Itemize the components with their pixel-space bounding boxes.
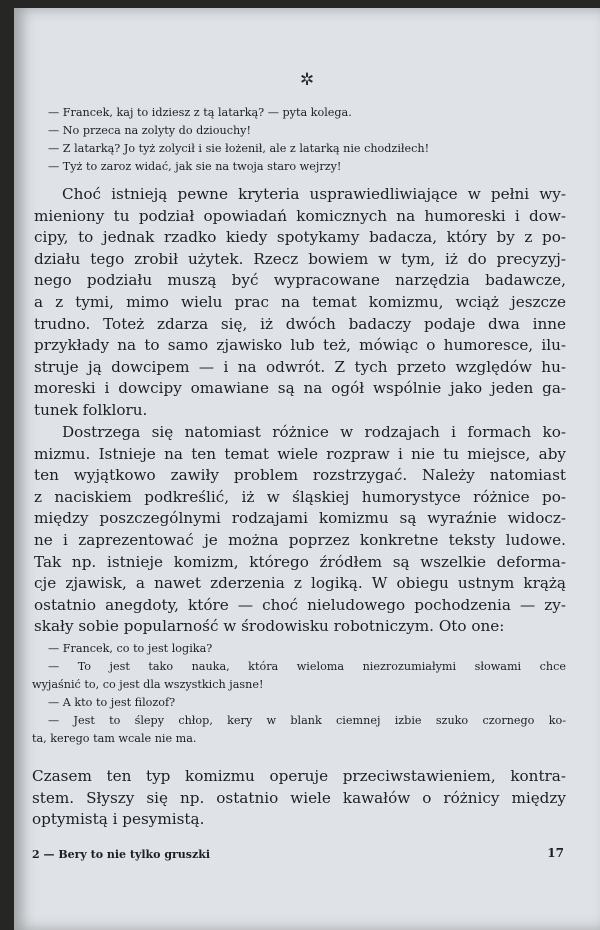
text-line: przykłady na to samo zjawisko lub też, mówiąc o humoresce, ilu- xyxy=(34,336,566,355)
dialogue-line: — Tyż to zaroz widać, jak sie na twoja staro wejrzy! xyxy=(48,160,342,173)
text-line: mizmu. Istnieje na ten temat wiele rozpraw i nie tu miejsce, aby xyxy=(34,444,566,463)
text-line: optymistą i pesymistą. xyxy=(32,810,205,829)
page-number: 17 xyxy=(547,846,564,860)
text-line: Dostrzega się natomiast różnice w rodzajach i formach ko- xyxy=(62,423,566,441)
dialogue-line: — Francek, co to jest logika? xyxy=(48,642,213,655)
text-line: tunek folkloru. xyxy=(34,401,148,419)
text-line: stem. Słyszy się np. ostatnio wiele kawałów o różnicy między xyxy=(32,788,566,807)
text-line: cipy, to jednak rzadko kiedy spotykamy badacza, który by z po- xyxy=(34,228,566,247)
book-page xyxy=(14,8,600,930)
dialogue-line: ta, kerego tam wcale nie ma. xyxy=(32,732,197,745)
dialogue-line: — Z latarką? Jo tyż zolycił i sie łożenił, ale z latarką nie chodziłech! xyxy=(48,142,430,155)
page-footer xyxy=(32,848,564,861)
dialogue-line: wyjaśnić to, co jest dla wszystkich jasne! xyxy=(32,678,264,691)
text-line: nego podziału muszą być wypracowane narzędzia badawcze, xyxy=(34,271,566,290)
text-line: a z tymi, mimo wielu prac na temat komizmu, wciąż jeszcze xyxy=(34,293,566,311)
text-line: działu tego zrobił użytek. Rzecz bowiem w tym, iż do precyzyj- xyxy=(34,249,566,268)
dialogue-line: — Francek, kaj to idziesz z tą latarką? — pyta kolega. xyxy=(48,106,352,119)
text-line: ne i zaprezentować je można poprzez konkretne teksty ludowe. xyxy=(34,531,566,549)
text-line: moreski i dowcipy omawiane są na ogół wspólnie jako jeden ga- xyxy=(34,379,566,398)
text-line: Tak np. istnieje komizm, którego źródłem są wszelkie deforma- xyxy=(34,552,566,571)
text-line: między poszczególnymi rodzajami komizmu są wyraźnie widocz- xyxy=(34,509,566,528)
text-line: ten wyjątkowo zawiły problem rozstrzygać. Należy natomiast xyxy=(34,466,566,485)
text-line: skały sobie popularność w środowisku robotniczym. Oto one: xyxy=(34,617,505,636)
dialogue-line: — No przeca na zolyty do dziouchy! xyxy=(48,124,251,137)
text-line: Choć istnieją pewne kryteria usprawiedliwiające w pełni wy- xyxy=(62,185,566,203)
dialogue-line: — A kto to jest filozof? xyxy=(48,696,176,709)
text-line: z naciskiem podkreślić, iż w śląskiej humorystyce różnice po- xyxy=(34,487,566,506)
dialogue-line: — Jest to ślepy chłop, kery w blank ciemnej izbie szuko czornego ko- xyxy=(48,714,566,727)
text-line: ostatnio anegdoty, które — choć nieludowego pochodzenia — zy- xyxy=(34,595,566,614)
text-line: Czasem ten typ komizmu operuje przeciwstawieniem, kontra- xyxy=(32,767,566,785)
text-line: struje ją dowcipem — i na odwrót. Z tych przeto względów hu- xyxy=(34,357,566,376)
dialogue-line: — To jest tako nauka, która wieloma niezrozumiałymi słowami chce xyxy=(48,660,566,673)
text-line: trudno. Toteż zdarza się, iż dwóch badaczy podaje dwa inne xyxy=(34,314,566,333)
text-line: mieniony tu podział opowiadań komicznych na humoreski i dow- xyxy=(34,206,566,225)
text-line: cje zjawisk, a nawet zderzenia z logiką. W obiegu ustnym krążą xyxy=(34,574,566,593)
signature-mark: 2 — Bery to nie tylko gruszki xyxy=(32,848,211,861)
section-ornament: ✲ xyxy=(299,70,315,90)
